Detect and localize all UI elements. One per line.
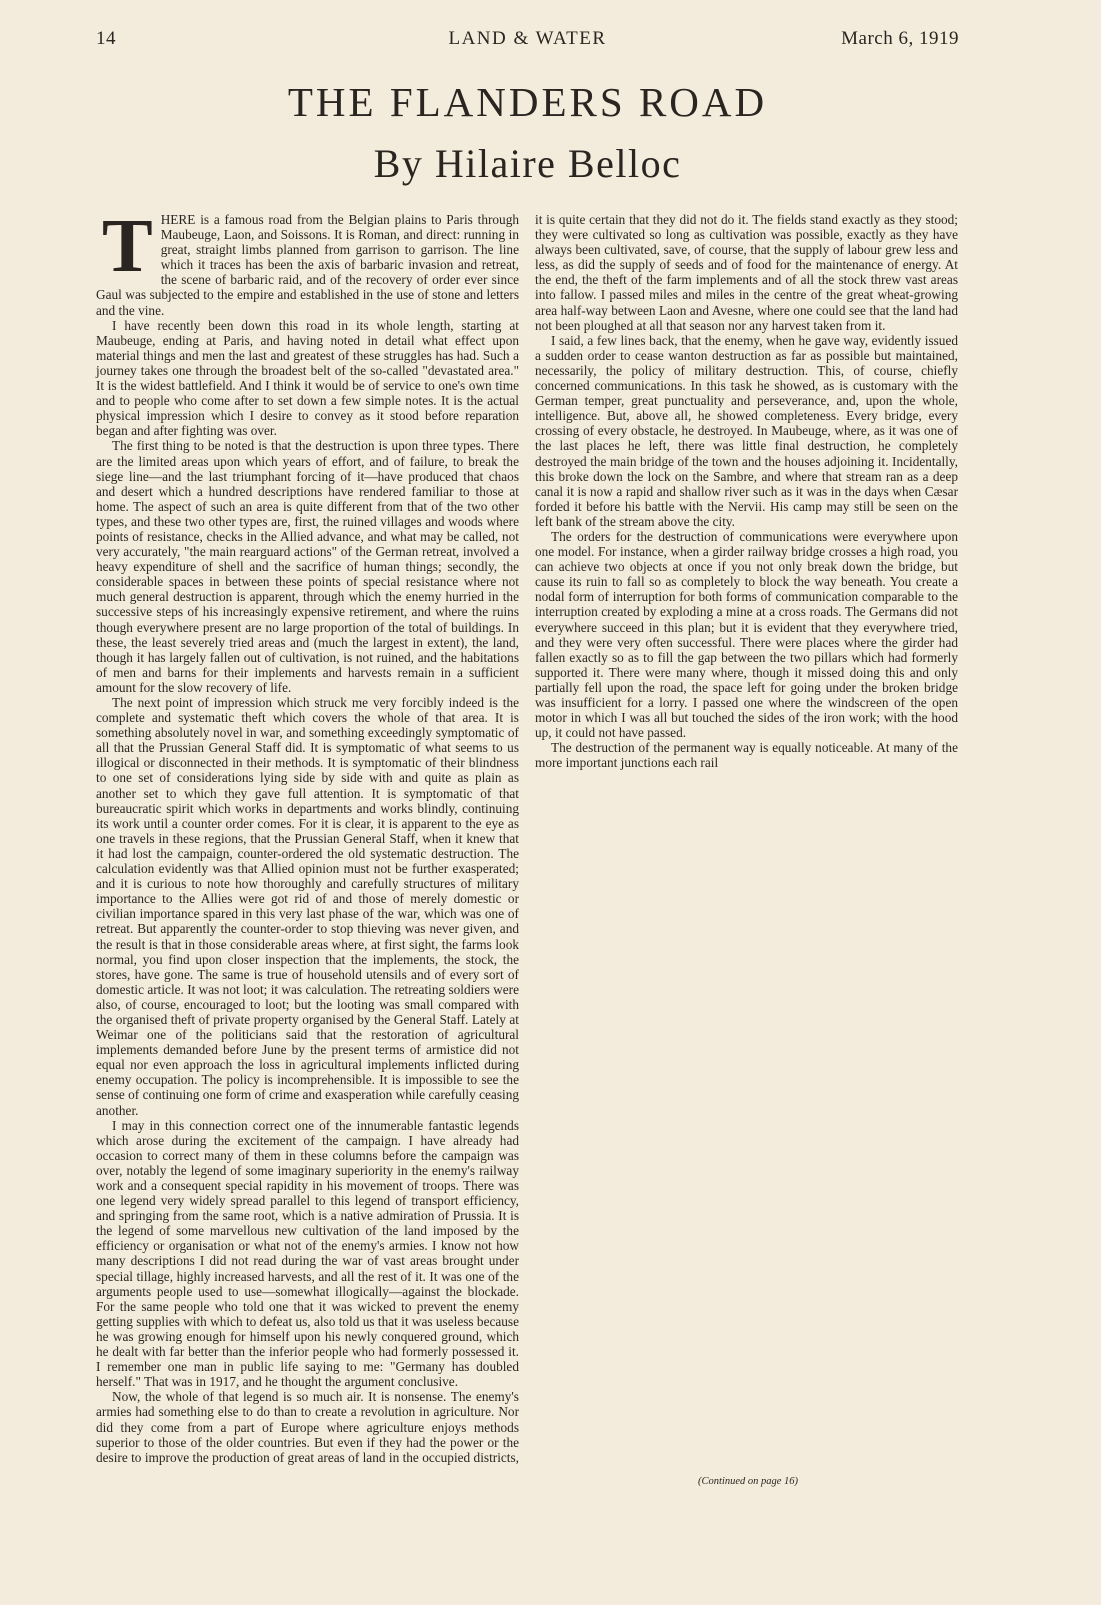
article-paragraph: The first thing to be noted is that the destruction is upon three types. There are the limited areas upon which years of effort, and of failure, to break the siege line—and the last triumphant forcing of it—have produced that chaos and desert which a hundred descriptions have rendered familiar to those at home. The aspect of such an area is quite different from that of the two other types, and these two other types are, first, the ruined villages and woods where points of resistance, checks in the Allied advance, and what may be called, not very accurately, "the main rearguard actions" of the German retreat, involved a heavy expenditure of shell and the sacrifice of human things; secondly, the considerable spaces in between these points of special resistance where not much general destruction is apparent, through which the enemy hurried in the successive steps of his increasingly expensive retirement, and where the ruins though everywhere present are no large proportion of the total of buildings. In these, the least severely tried areas and (much the largest in extent), the land, though it has largely fallen out of cultivation, is not ruined, and the habitations of men and barns for their implements and harvests remain in a sufficient amount for the slow recovery of life. [96,438,519,695]
running-head [96,28,959,54]
issue-date: March 6, 1919 [841,28,959,49]
drop-cap: T [102,204,153,288]
magazine-title: LAND & WATER [448,28,607,49]
article-paragraph-1 [96,204,519,318]
article-paragraph: I have recently been down this road in its whole length, starting at Maubeuge, ending at Paris, and having noted in detail what effect upon material things and men the last and greatest of these struggles has had. Such a journey takes one through the broadest belt of the so-called "devastated area." It is the widest battlefield. And I think it would be of service to one's own time and to people who come after to set down a few simple notes. It is the actual physical impression which I desire to convey as it stood before reparation began and after fighting was over. [96,317,519,439]
article-byline: By Hilaire Belloc [373,141,682,186]
first-paragraph-text: HERE is a famous road from the Belgian plains to Paris through Maubeuge, Laon, and Soissons. It is Roman, and direct: running in great, straight limbs planned from garrison to garrison. The line which it traces has been the axis of barbaric invasion and retreat, the scene of barbaric raid, and of the recovery of order ever since Gaul was subjected to the empire and established in the use of stone and letters and the vine. [96,212,519,318]
article-body [96,204,958,1467]
article-paragraph: The orders for the destruction of communications were everywhere upon one model. For instance, when a girder railway bridge crosses a high road, you can achieve two objects at once if you not only break down the bridge, but cause its ruin to fall so as completely to block the way beneath. You create a nodal form of interruption for both forms of communication comparable to the interruption created by exploding a mine at a cross roads. The Germans did not everywhere succeed in this plan; but it is evident that they everywhere tried, and they were very often successful. There were places where the girder had fallen exactly so as to fill the gap between the two pillars which had formerly supported it. There were many where, though it missed doing this and only partially fell upon the road, the space left for going under the broken bridge was insufficient for a lorry. I passed one where the windscreen of the open motor in which I was all but touched the sides of the iron work; with the hood up, it could not have passed. [535,528,958,741]
page-number: 14 [96,28,116,49]
article-paragraph: Now, the whole of that legend is so much air. It is nonsense. The enemy's armies had something else to do than to create a revolution in agriculture. Nor did they come from a part of Europe where agriculture enjoys methods superior to those of the older countries. But even if they had the power or the desire to improve the production of great areas of land in the occupied districts, it is quite certain that they did not do it. The fields stand exactly as they stood; they were cultivated so long as cultivation was possible, exactly as they have always been cultivated, save, of course, that the supply of labour grew less and less, as did the supply of seeds and of food for the maintenance of energy. At the end, the theft of the farm implements and of all the stock threw vast areas into fallow. I passed miles and miles in the centre of the great wheat-growing area half-way between Laon and Avesne, where one could see that the land had not been ploughed at all that season nor any harvest taken from it. [96,212,958,1465]
article-title: THE FLANDERS ROAD [287,79,768,125]
article-paragraph: The destruction of the permanent way is equally noticeable. At many of the more important junctions each rail [535,740,958,771]
continued-note: (Continued on page 16) [697,1476,799,1487]
article-paragraph: I said, a few lines back, that the enemy, when he gave way, evidently issued a sudden order to cease wanton destruction as far as possible but maintained, necessarily, the policy of military destruction. This, of course, chiefly concerned communications. In this task he showed, as is customary with the German temper, great punctuality and perseverance, and, upon the whole, intelligence. But, above all, he showed completeness. Every bridge, every crossing of every obstacle, he destroyed. In Maubeuge, where, as it was one of the last places he left, there was little final destruction, he completely destroyed the main bridge of the town and the houses adjoining it. Incidentally, this broke down the lock on the Sambre, and where that stream ran as a deep canal it is now a rapid and shallow river such as it was in the days when Cæsar forded it before his battle with the Nervii. His camp may still be seen on the left bank of the stream above the city. [535,332,958,529]
article-paragraph: The next point of impression which struck me very forcibly indeed is the complete and systematic theft which covers the whole of that area. It is something absolutely novel in war, and something exceedingly symptomatic of all that the Prussian General Staff did. It is symptomatic of what seems to us illogical or disconnected in their methods. It is symptomatic of their blindness to one set of considerations lying side by side with and quite as plain as another set to which they gave full attention. It is symptomatic of that bureaucratic spirit which works in departments and works blindly, continuing its work until a counter order comes. For it is clear, it is apparent to the eye as one travels in these regions, that the Prussian General Staff, when it knew that it had lost the campaign, counter-ordered the old systematic destruction. The calculation evidently was that Allied opinion must not be further exasperated; and it is curious to note how thoroughly and carefully structures of military importance to the Allies were got rid of and those of merely domestic or civilian importance spared in this very last phase of the war, which was one of retreat. But apparently the counter-order to stop thieving was never given, and the result is that in those considerable areas where, at first sight, the farms look normal, you find upon closer inspection that the implements, the stock, the stores, have gone. The same is true of household utensils and of every sort of domestic article. It was not loot; it was calculation. The retreating soldiers were also, of course, encouraged to loot; but the looting was small compared with the organised theft of private property organised by the General Staff. Lately at Weimar one of the politicians said that the restoration of agricultural implements demanded before June by the present terms of armistice did not equal nor even approach the loss in agricultural implements inflicted during enemy occupation. The policy is incomprehensible. It is impossible to see the sense of continuing one form of crime and exasperation while carefully ceasing another. [96,695,519,1118]
article-paragraph: I may in this connection correct one of the innumerable fantastic legends which arose during the excitement of the campaign. I have already had occasion to correct many of them in these columns before the campaign was over, notably the legend of some imaginary superiority in the enemy's railway work and a consequent special rapidity in his movement of troops. There was one legend very widely spread parallel to this legend of transport efficiency, and springing from the same root, which is a native admiration of Prussia. It is the legend of some marvellous new cultivation of the land imposed by the efficiency or organisation or what not of the enemy's armies. I know not how many descriptions I did not read during the war of vast areas brought under special tillage, highly increased harvests, and all the rest of it. It was one of the arguments people used to use—somewhat illogically—against the blockade. For the same people who told one that it was wicked to prevent the enemy getting supplies with which to defeat us, also told us that it was useless because he was growing enough for himself upon his newly conquered ground, which he dealt with far better than the inferior people who had formerly possessed it. I remember one man in public life saying to me: "Germany has doubled herself." That was in 1917, and he thought the argument conclusive. [96,1117,519,1390]
